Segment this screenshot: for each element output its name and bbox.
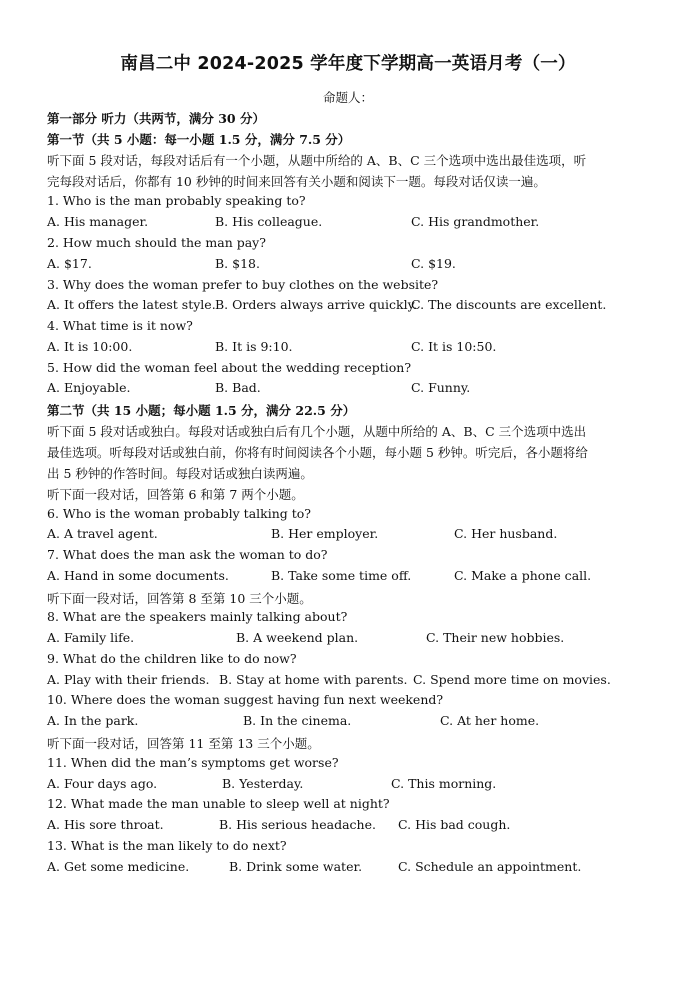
option-a: A. $17.: [47, 256, 92, 271]
section2-instruction-line: 听下面 5 段对话或独白。每段对话或独白后有几个小题，从题中所给的 A、B、C 三个选项中选出: [47, 424, 587, 439]
option-a: A. Enjoyable.: [47, 380, 131, 395]
option-a: A. Hand in some documents.: [47, 568, 229, 583]
question-stem: 1. Who is the man probably speaking to?: [47, 193, 306, 208]
option-b: B. It is 9:10.: [215, 339, 293, 354]
option-c: C. Make a phone call.: [454, 568, 592, 583]
question-stem: 13. What is the man likely to do next?: [47, 838, 287, 853]
question-stem: 6. Who is the woman probably talking to?: [47, 506, 311, 521]
option-b: B. In the cinema.: [243, 713, 352, 728]
option-c: C. At her home.: [440, 713, 540, 728]
question-stem: 4. What time is it now?: [47, 318, 193, 333]
exam-title: 南昌二中 2024-2025 学年度下学期高一英语月考（一）: [120, 54, 576, 74]
option-c: C. It is 10:50.: [411, 339, 497, 354]
option-c: C. Schedule an appointment.: [398, 859, 582, 874]
option-c: C. This morning.: [391, 776, 497, 791]
author-line: 命题人：: [322, 90, 373, 105]
section1-instruction-line: 完每段对话后，你都有 10 秒钟的时间来回答有关小题和阅读下一题。每段对话仅读一遍。: [47, 174, 546, 189]
question-stem: 8. What are the speakers mainly talking about?: [47, 609, 348, 624]
option-a: A. His sore throat.: [47, 817, 164, 832]
option-a: A. Play with their friends.: [47, 672, 210, 687]
dialogue-intro: 听下面一段对话，回答第 6 和第 7 两个小题。: [47, 487, 304, 502]
question-stem: 5. How did the woman feel about the wedding reception?: [47, 360, 412, 375]
section2-header: 第二节（共 15 小题；每小题 1.5 分，满分 22.5 分）: [47, 403, 356, 418]
question-stem: 12. What made the man unable to sleep well at night?: [47, 796, 390, 811]
option-a: A. A travel agent.: [47, 526, 158, 541]
option-b: B. His colleague.: [215, 214, 323, 229]
option-a: A. Four days ago.: [47, 776, 158, 791]
option-c: C. Spend more time on movies.: [413, 672, 611, 687]
option-a: A. In the park.: [47, 713, 139, 728]
option-c: C. Her husband.: [454, 526, 558, 541]
option-b: B. Yesterday.: [222, 776, 304, 791]
question-stem: 11. When did the man’s symptoms get worse?: [47, 755, 339, 770]
question-stem: 7. What does the man ask the woman to do?: [47, 547, 328, 562]
question-stem: 9. What do the children like to do now?: [47, 651, 297, 666]
option-c: C. Their new hobbies.: [426, 630, 565, 645]
section1-instruction-line: 听下面 5 段对话，每段对话后有一个小题，从题中所给的 A、B、C 三个选项中选出最佳选项，听: [47, 153, 587, 168]
option-a: A. His manager.: [47, 214, 149, 229]
option-a: A. Get some medicine.: [47, 859, 190, 874]
dialogue-intro: 听下面一段对话，回答第 11 至第 13 三个小题。: [47, 736, 320, 751]
option-c: C. The discounts are excellent.: [411, 297, 607, 312]
option-b: B. Orders always arrive quickly.: [215, 297, 418, 312]
option-b: B. Bad.: [215, 380, 261, 395]
option-c: C. His bad cough.: [398, 817, 511, 832]
option-c: C. $19.: [411, 256, 456, 271]
option-b: B. Her employer.: [271, 526, 379, 541]
option-b: B. $18.: [215, 256, 260, 271]
option-a: A. It is 10:00.: [47, 339, 133, 354]
option-b: B. Stay at home with parents.: [219, 672, 408, 687]
option-b: B. His serious headache.: [219, 817, 376, 832]
option-a: A. It offers the latest style.: [47, 297, 216, 312]
section2-instruction-line: 出 5 秒钟的作答时间。每段对话或独白读两遍。: [47, 466, 313, 481]
question-stem: 3. Why does the woman prefer to buy clothes on the website?: [47, 277, 439, 292]
part1-header: 第一部分 听力（共两节，满分 30 分）: [47, 111, 265, 126]
option-c: C. His grandmother.: [411, 214, 540, 229]
option-a: A. Family life.: [47, 630, 135, 645]
option-c: C. Funny.: [411, 380, 471, 395]
option-b: B. Drink some water.: [229, 859, 363, 874]
question-stem: 2. How much should the man pay?: [47, 235, 266, 250]
section1-header: 第一节（共 5 小题：每一小题 1.5 分，满分 7.5 分）: [47, 132, 351, 147]
section2-instruction-line: 最佳选项。听每段对话或独白前，你将有时间阅读各个小题，每小题 5 秒钟。听完后，各小题将给: [47, 445, 588, 460]
option-b: B. Take some time off.: [271, 568, 412, 583]
option-b: B. A weekend plan.: [236, 630, 359, 645]
dialogue-intro: 听下面一段对话，回答第 8 至第 10 三个小题。: [47, 591, 312, 606]
question-stem: 10. Where does the woman suggest having fun next weekend?: [47, 692, 444, 707]
